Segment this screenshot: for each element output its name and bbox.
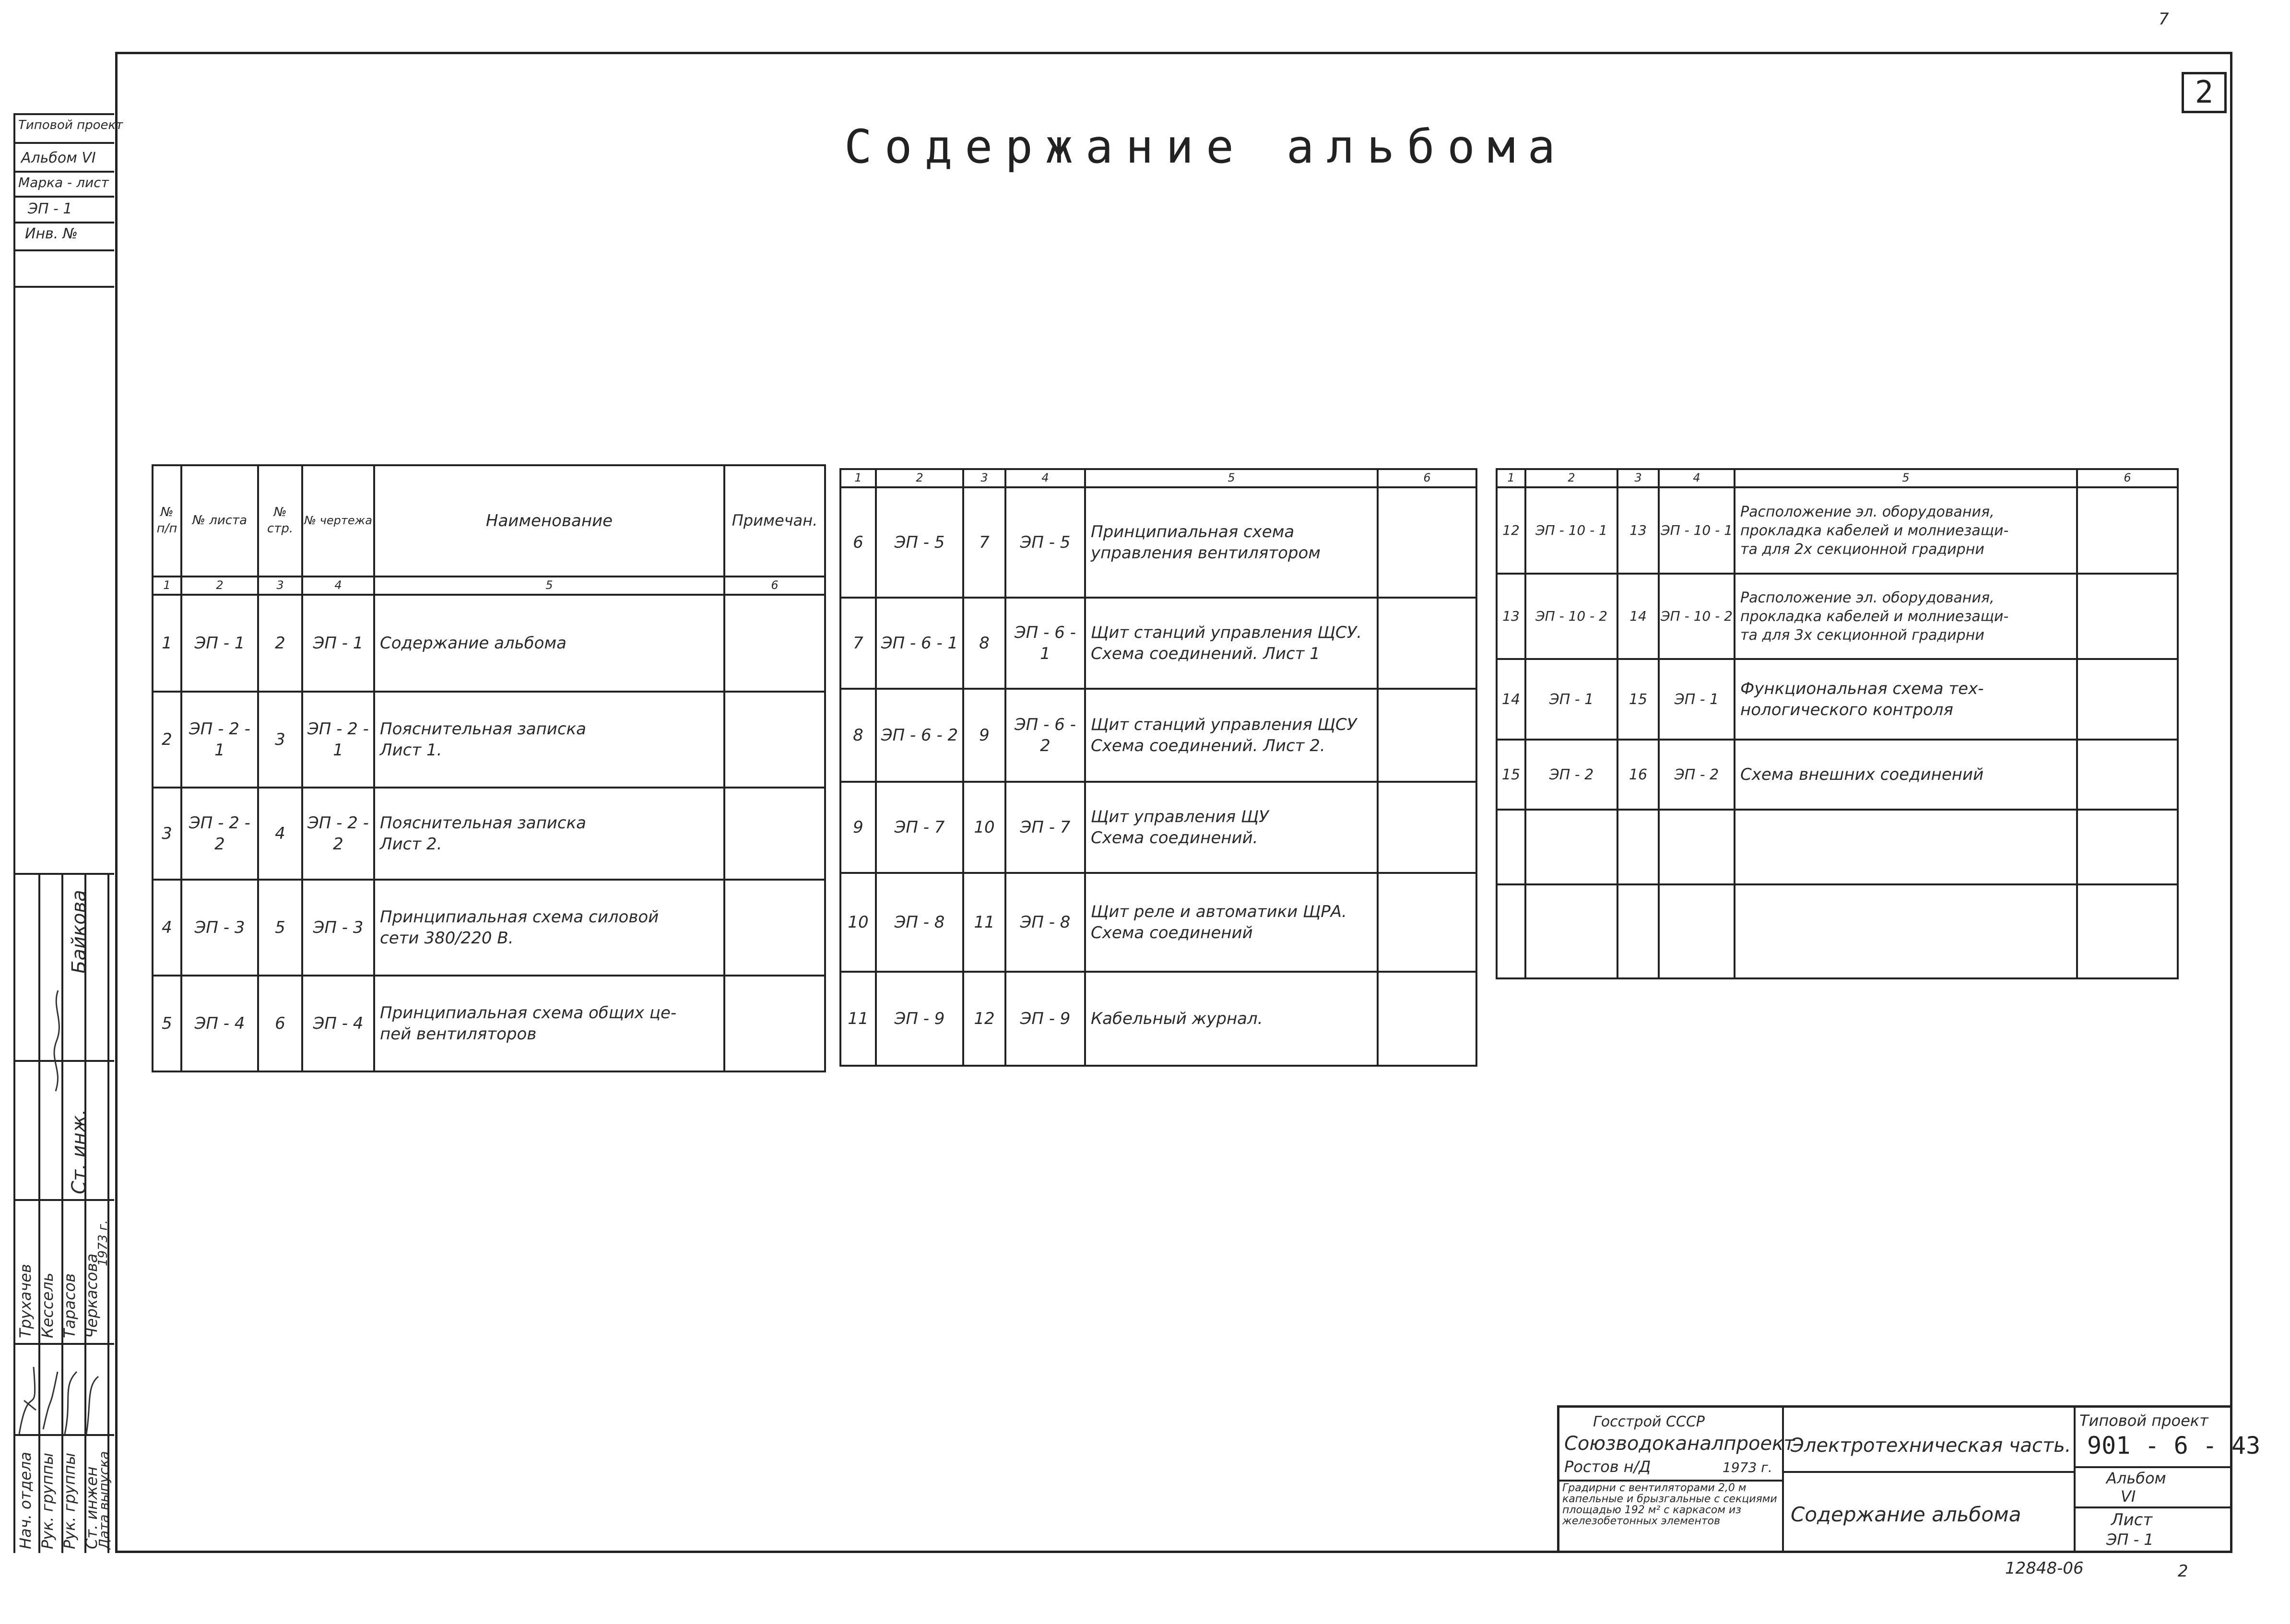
table-row bbox=[1497, 884, 2178, 978]
title-block bbox=[1557, 1405, 2261, 1553]
cell: ЭП - 10 - 2 bbox=[1659, 574, 1735, 659]
cell: 7 bbox=[963, 487, 1005, 598]
corner-mark: 7 bbox=[2159, 10, 2169, 29]
sig-name-1: Трухачев bbox=[16, 1264, 35, 1338]
cell: 3 bbox=[153, 788, 181, 880]
sig-name-3: Тарасов bbox=[60, 1273, 79, 1338]
t2-col-num: 2 bbox=[876, 469, 963, 487]
cell: ЭП - 6 - 2 bbox=[1005, 689, 1085, 782]
cell: 13 bbox=[1497, 574, 1525, 659]
cell: 2 bbox=[258, 595, 302, 692]
tb-description: Градирни с вентиляторами 2,0 м капельные и брызгальные с секциями площадью 192 м² с каркасом из железобетонных элементов bbox=[1562, 1482, 1777, 1528]
cell: 9 bbox=[963, 689, 1005, 782]
cell: ЭП - 7 bbox=[876, 782, 963, 873]
cell: 5 bbox=[258, 880, 302, 976]
t3-col-num: 4 bbox=[1659, 469, 1735, 487]
tb-section: Электротехническая часть. bbox=[1791, 1435, 2071, 1457]
cell: 14 bbox=[1497, 659, 1525, 740]
cell: ЭП - 10 - 2 bbox=[1525, 574, 1617, 659]
t2-col-num: 4 bbox=[1005, 469, 1085, 487]
footer-code: 12848-06 bbox=[2005, 1559, 2084, 1578]
t3-col-num: 5 bbox=[1735, 469, 2077, 487]
tb-org-2: Союзводоканалпроект bbox=[1564, 1433, 1795, 1455]
cell bbox=[1378, 873, 1476, 972]
t1-col-num: 4 bbox=[302, 577, 374, 595]
table-row bbox=[840, 782, 1476, 873]
cell bbox=[724, 692, 825, 788]
tb-project-number: 901 - 6 - 43 bbox=[2087, 1432, 2261, 1459]
cell: 14 bbox=[1617, 574, 1659, 659]
tb-project-label: Типовой проект bbox=[2079, 1412, 2208, 1430]
tb-album-label: Альбом bbox=[2106, 1469, 2166, 1487]
cell bbox=[1617, 810, 1659, 884]
contents-table-2 bbox=[839, 468, 1477, 1067]
t1-col-num: 1 bbox=[153, 577, 181, 595]
cell: Щит станций управления ЩСУ. Схема соединений. Лист 1 bbox=[1085, 598, 1378, 689]
cell: ЭП - 5 bbox=[876, 487, 963, 598]
cell: 10 bbox=[840, 873, 876, 972]
sig-name-4: Черкасова bbox=[83, 1253, 101, 1338]
t3-col-num: 6 bbox=[2077, 469, 2178, 487]
table-row bbox=[840, 689, 1476, 782]
sig-role-5: Дата выпуска bbox=[96, 1451, 112, 1549]
cell: ЭП - 4 bbox=[302, 976, 374, 1071]
table-row bbox=[153, 880, 825, 976]
sig-name-5: 1973 г. bbox=[96, 1220, 110, 1266]
sig-role-2: Рук. группы bbox=[38, 1452, 57, 1549]
tb-city: Ростов н/Д bbox=[1564, 1458, 1651, 1476]
tb-album-number: VI bbox=[2121, 1487, 2136, 1506]
cell bbox=[1378, 487, 1476, 598]
cell bbox=[1378, 689, 1476, 782]
cell bbox=[2077, 810, 2178, 884]
t2-col-num: 6 bbox=[1378, 469, 1476, 487]
cell: 15 bbox=[1497, 740, 1525, 810]
cell: 4 bbox=[153, 880, 181, 976]
cell: 6 bbox=[840, 487, 876, 598]
cell bbox=[2077, 659, 2178, 740]
cell: ЭП - 2 - 2 bbox=[181, 788, 258, 880]
table-row bbox=[1497, 740, 2178, 810]
tb-org-1: Госстрой СССР bbox=[1593, 1413, 1705, 1430]
cell bbox=[724, 880, 825, 976]
cell bbox=[1378, 972, 1476, 1066]
cell bbox=[724, 788, 825, 880]
table-row bbox=[1497, 574, 2178, 659]
cell: 1 bbox=[153, 595, 181, 692]
side-mark-sheet: ЭП - 1 bbox=[28, 200, 72, 217]
side-inv-no-label: Инв. № bbox=[25, 225, 78, 242]
side-mark-sheet-label: Марка - лист bbox=[18, 175, 109, 190]
signature-name-top: Байкова bbox=[68, 890, 90, 974]
cell: Щит реле и автоматики ЩРА. Схема соединений bbox=[1085, 873, 1378, 972]
cell: 6 bbox=[258, 976, 302, 1071]
cell: Функциональная схема тех- нологического контроля bbox=[1735, 659, 2077, 740]
cell: ЭП - 6 - 1 bbox=[876, 598, 963, 689]
cell bbox=[2077, 487, 2178, 574]
side-project-label: Типовой проект bbox=[18, 118, 123, 132]
t1-col-num: 5 bbox=[374, 577, 724, 595]
tb-sheet-title: Содержание альбома bbox=[1791, 1503, 2021, 1526]
cell: 13 bbox=[1617, 487, 1659, 574]
cell: 8 bbox=[963, 598, 1005, 689]
t3-col-num: 3 bbox=[1617, 469, 1659, 487]
t1-header-drawing: № чертежа bbox=[302, 465, 374, 577]
t1-col-num: 3 bbox=[258, 577, 302, 595]
tb-sheet-label: Лист bbox=[2111, 1510, 2153, 1530]
cell: ЭП - 1 bbox=[302, 595, 374, 692]
cell: ЭП - 2 - 1 bbox=[181, 692, 258, 788]
t2-col-num: 5 bbox=[1085, 469, 1378, 487]
cell: Схема внешних соединений bbox=[1735, 740, 2077, 810]
cell bbox=[1378, 782, 1476, 873]
cell bbox=[724, 595, 825, 692]
cell bbox=[2077, 574, 2178, 659]
cell: Принципиальная схема общих це- пей вентиляторов bbox=[374, 976, 724, 1071]
page-title: Содержание альбома bbox=[844, 120, 1568, 174]
cell: ЭП - 8 bbox=[1005, 873, 1085, 972]
cell bbox=[1735, 810, 2077, 884]
contents-table-1 bbox=[152, 464, 826, 1072]
cell: Щит управления ЩУ Схема соединений. bbox=[1085, 782, 1378, 873]
cell bbox=[2077, 884, 2178, 978]
t1-header-num: № п/п bbox=[153, 465, 181, 577]
t1-header-name: Наименование bbox=[374, 465, 724, 577]
cell: ЭП - 10 - 1 bbox=[1525, 487, 1617, 574]
t1-header-sheet: № листа bbox=[181, 465, 258, 577]
t3-col-num: 1 bbox=[1497, 469, 1525, 487]
cell bbox=[1659, 810, 1735, 884]
cell: Щит станций управления ЩСУ Схема соединений. Лист 2. bbox=[1085, 689, 1378, 782]
cell: ЭП - 1 bbox=[181, 595, 258, 692]
cell: ЭП - 2 bbox=[1659, 740, 1735, 810]
cell: Кабельный журнал. bbox=[1085, 972, 1378, 1066]
cell: ЭП - 10 - 1 bbox=[1659, 487, 1735, 574]
cell: Пояснительная записка Лист 1. bbox=[374, 692, 724, 788]
table-row bbox=[840, 972, 1476, 1066]
sig-role-4: Ст. инжен bbox=[83, 1466, 101, 1549]
cell: 8 bbox=[840, 689, 876, 782]
t1-col-num: 6 bbox=[724, 577, 825, 595]
cell: Содержание альбома bbox=[374, 595, 724, 692]
table-row bbox=[840, 598, 1476, 689]
cell: ЭП - 9 bbox=[1005, 972, 1085, 1066]
t3-col-num: 2 bbox=[1525, 469, 1617, 487]
signature-role-top: Ст. инж. bbox=[68, 1109, 90, 1194]
cell: ЭП - 9 bbox=[876, 972, 963, 1066]
table-row bbox=[153, 976, 825, 1071]
cell bbox=[1378, 598, 1476, 689]
cell: 9 bbox=[840, 782, 876, 873]
table-row bbox=[840, 487, 1476, 598]
cell bbox=[1497, 884, 1525, 978]
cell: 15 bbox=[1617, 659, 1659, 740]
cell: 5 bbox=[153, 976, 181, 1071]
cell: ЭП - 6 - 2 bbox=[876, 689, 963, 782]
table-row bbox=[153, 595, 825, 692]
cell: 2 bbox=[153, 692, 181, 788]
cell: ЭП - 5 bbox=[1005, 487, 1085, 598]
table-row bbox=[1497, 487, 2178, 574]
cell: 11 bbox=[840, 972, 876, 1066]
cell bbox=[1525, 810, 1617, 884]
cell: 16 bbox=[1617, 740, 1659, 810]
sheet-number-box bbox=[2182, 72, 2227, 113]
cell bbox=[724, 976, 825, 1071]
cell: ЭП - 4 bbox=[181, 976, 258, 1071]
table-row bbox=[840, 873, 1476, 972]
cell: ЭП - 1 bbox=[1525, 659, 1617, 740]
cell: ЭП - 2 - 1 bbox=[302, 692, 374, 788]
cell: ЭП - 7 bbox=[1005, 782, 1085, 873]
cell: Принципиальная схема управления вентилятором bbox=[1085, 487, 1378, 598]
table-row bbox=[153, 692, 825, 788]
cell bbox=[2077, 740, 2178, 810]
cell: 3 bbox=[258, 692, 302, 788]
t1-header-page: № стр. bbox=[258, 465, 302, 577]
cell bbox=[1525, 884, 1617, 978]
cell bbox=[1617, 884, 1659, 978]
cell: ЭП - 8 bbox=[876, 873, 963, 972]
contents-table-3 bbox=[1496, 468, 2179, 979]
cell: ЭП - 2 bbox=[1525, 740, 1617, 810]
cell: 7 bbox=[840, 598, 876, 689]
sheet-number: 2 bbox=[2195, 75, 2214, 110]
t2-col-num: 3 bbox=[963, 469, 1005, 487]
cell: 11 bbox=[963, 873, 1005, 972]
sig-role-3: Рук. группы bbox=[60, 1452, 79, 1549]
sig-name-2: Кессель bbox=[38, 1272, 57, 1338]
side-album: Альбом VI bbox=[21, 150, 96, 166]
table-row bbox=[153, 788, 825, 880]
cell: Расположение эл. оборудования, прокладка кабелей и молниезащи- та для 3х секционной градирни bbox=[1735, 574, 2077, 659]
cell bbox=[1735, 884, 2077, 978]
t1-header-note: Примечан. bbox=[724, 465, 825, 577]
cell bbox=[1497, 810, 1525, 884]
cell: ЭП - 3 bbox=[181, 880, 258, 976]
cell: 10 bbox=[963, 782, 1005, 873]
cell: ЭП - 6 - 1 bbox=[1005, 598, 1085, 689]
signature-scribble-top bbox=[51, 988, 65, 1094]
tb-sheet-code: ЭП - 1 bbox=[2106, 1530, 2154, 1549]
signature-scribbles bbox=[14, 1357, 110, 1444]
cell: 12 bbox=[1497, 487, 1525, 574]
cell: Пояснительная записка Лист 2. bbox=[374, 788, 724, 880]
t1-col-num: 2 bbox=[181, 577, 258, 595]
cell bbox=[1659, 884, 1735, 978]
cell: Принципиальная схема силовой сети 380/220 В. bbox=[374, 880, 724, 976]
cell: Расположение эл. оборудования, прокладка кабелей и молниезащи- та для 2х секционной градирни bbox=[1735, 487, 2077, 574]
cell: ЭП - 2 - 2 bbox=[302, 788, 374, 880]
table-row bbox=[1497, 659, 2178, 740]
footer-page: 2 bbox=[2178, 1562, 2188, 1581]
cell: 12 bbox=[963, 972, 1005, 1066]
sig-role-1: Нач. отдела bbox=[16, 1451, 35, 1549]
tb-year: 1973 г. bbox=[1723, 1459, 1772, 1475]
cell: ЭП - 1 bbox=[1659, 659, 1735, 740]
cell: ЭП - 3 bbox=[302, 880, 374, 976]
t2-col-num: 1 bbox=[840, 469, 876, 487]
table-row bbox=[1497, 810, 2178, 884]
cell: 4 bbox=[258, 788, 302, 880]
